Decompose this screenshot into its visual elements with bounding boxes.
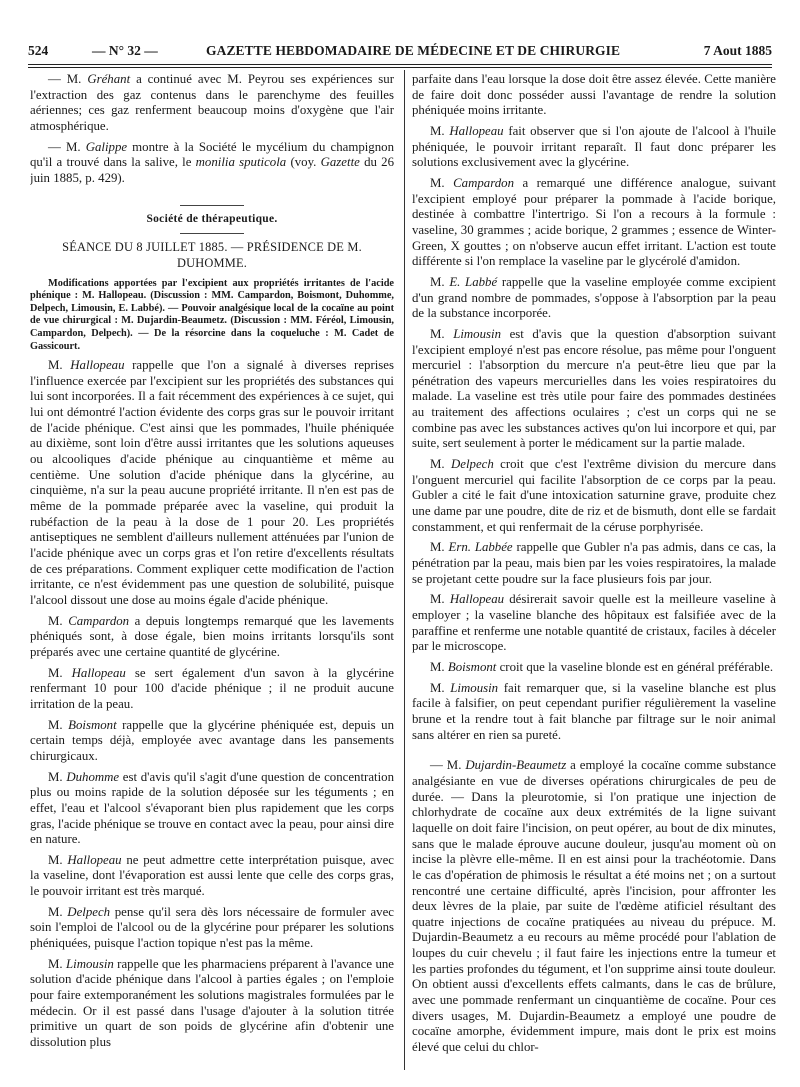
header-rule-top [28, 64, 772, 65]
speaker-name: Limousin [66, 956, 114, 971]
speaker-name: Gréhant [87, 72, 131, 86]
paragraph: — M. Dujardin-Beaumetz a employé la cocaïne comme substance analgésiante en vue de diverses opérations chirurgicales de peu de durée. — Dans la pleurotomie, si l'on pratique une injection de chlorhydrate de cocaïne aux deux extrémités de la ligne suivant laquelle on doit faire l'incision, on peut opérer, au bout de dix minutes, sans que le malade éprouve aucune douleur, jusqu'au moment où on incise la plèvre elle-même. Il en est ainsi pour la trachéotomie. Dans le cas d'opération de phimosis le résultat a été moins net ; on a surtout rencontré une certaine difficulté, après l'incision, pour affronter les deux lèvres de la plaie, par suite de l'œdème atificiel résultant des quatre injections de cocaïne pratiquées au niveau du prépuce. M. Dujardin-Beaumetz a eu recours au même procédé pour l'ablation de loupes du cuir chevelu ; il faut faire les injections entre la tumeur et les parties profondes du tégument, et l'on supprime ainsi toute douleur. On obtient aussi d'excellents effets calmants, dans le cas de brûlure, avec une pommade renfermant un cinquantième de cocaïne. Pour ces divers usages, M. Dujardin-Beaumetz a employé une poudre de cocaïne amorphe, évidemment impure, mais dont le prix est moins élevé que celui du chlor- [412, 758, 776, 1055]
paragraph: M. Delpech pense qu'il sera dès lors nécessaire de formuler avec soin l'emploi de l'alcool ou de la glycérine pour préparer les solutions phéniquées, puisque l'action topique n'est pas la même. [30, 904, 394, 951]
paragraph: M. Hallopeau se sert également d'un savon à la glycérine renfermant 10 pour 100 d'acide phénique ; il ne produit aucune irritation de la peau. [30, 665, 394, 711]
paragraph: M. E. Labbé rappelle que la vaseline employée comme excipient d'un grand nombre de pommades, s'oppose à l'absorption par la peau de la substance incorporée. [412, 274, 776, 321]
section-rule [180, 233, 244, 234]
issue-date: 7 Aout 1885 [703, 43, 772, 58]
speaker-name: E. Labbé [449, 274, 498, 289]
speaker-name: Hallopeau [449, 592, 505, 607]
speaker-name: Ern. Labbée [448, 540, 513, 555]
society-heading: Société de thérapeutique. [146, 212, 278, 225]
paragraph-gap [412, 748, 776, 758]
paragraph: M. Limousin rappelle que les pharmaciens préparent à l'avance une solution d'acide phénique dans l'alcool à parties égales ; on l'emploie pour faire extemporanément les solutions magistrales formulées par le médecin. Or il est passé dans l'usage d'ajouter à la solution titrée primitive un quart de son poids de glycérine afin d'obtenir une dissolution plus [30, 956, 394, 1050]
paragraph: M. Duhomme est d'avis qu'il s'agit d'une question de concentration plus ou moins rapide de la solution déposée sur les téguments ; en effet, l'eau et l'alcool s'évaporant bien plus rapidement que les corps gras, l'acide phénique se trouve en contact avec la peau, pour ainsi dire en nature. [30, 769, 394, 847]
speaker-name: Limousin [450, 680, 499, 695]
paragraph: M. Boismont croit que la vaseline blonde est en général préférable. [430, 659, 774, 674]
speaker-name: Hallopeau [70, 358, 125, 373]
speaker-name: Campardon [68, 613, 130, 628]
paragraph: M. Hallopeau fait observer que si l'on ajoute de l'alcool à l'huile phéniquée, le pouvoir irritant reparaît. Il faut donc préparer les solutions exclusivement avec la glycérine. [412, 123, 776, 170]
speaker-name: Delpech [450, 457, 494, 472]
paragraph: M. Ern. Labbée rappelle que Gubler n'a pas admis, dans ce cas, la pénétration par la peau, mais bien par les voies respiratoires, la malade se projetant cette poudre sur la face plusieurs fois par jour. [412, 540, 776, 586]
speaker-name: Boismont [68, 717, 117, 732]
paragraph: M. Limousin fait remarquer que, si la vaseline blanche est plus facile à falsifier, on peut cependant purifier régulièrement la vaseline brune et la rendre tout à fait blanche par filtrage sur le noir animal sans altérer en rien sa pureté. [412, 680, 776, 742]
paragraph: M. Campardon a remarqué une différence analogue, suivant l'excipient employé pour préparer la pommade à l'acide borique, destinée à combattre l'intertrigo. Si l'on a recours à la formule : vaseline, 30 grammes ; acide borique, 2 grammes ; essence de Winter-Green, X gouttes ; on n'observe aucun effet irritant. L'action est toute différente si l'on remplace la vaseline par le glycérolé d'amidon. [412, 175, 776, 269]
page-number: 524 [28, 43, 49, 58]
issue-number: — N° 32 — [92, 43, 158, 58]
speaker-name: Hallopeau [71, 665, 126, 680]
session-heading: SÉANCE DU 8 JUILLET 1885. — PRÉSIDENCE DE M. DUHOMME. [62, 240, 362, 270]
paragraph-galippe: — M. Galippe montre à la Société le mycélium du champignon qu'il a trouvé dans la salive, le monilia sputicola (voy. Gazette du 26 juin 1885, p. 429). [30, 139, 394, 185]
paragraph: M. Limousin est d'avis que la question d'absorption suivant l'excipient employé n'est pas encore résolue, pas même pour l'onguent mercuriel : l'absorption du mercure n'a peut-être lieu que par la pénétration des vapeurs mercurielles dans les voies respiratoires du malade. La vaseline est très utile pour faire des pommades destinées au traitement des affections oculaires ; c'est un corps qui ne se combine pas avec les substances actives qu'on lui incorpore et qui, par suite, sert seulement à porter le médicament sur la partie malade. [412, 326, 776, 451]
paragraph-grehant: — M. Gréhant a continué avec M. Peyrou ses expériences sur l'extraction des gaz contenus dans le parenchyme des feuilles aériennes; ces gaz renferment beaucoup moins d'oxygène que l'air atmosphérique. [30, 72, 394, 133]
journal-title: GAZETTE HEBDOMADAIRE DE MÉDECINE ET DE CHIRURGIE [206, 43, 621, 58]
section-rule [180, 205, 244, 206]
header-rule-bottom [28, 67, 772, 68]
paragraph: M. Campardon a depuis longtemps remarqué que les lavements phéniqués sont, à dose égale, bien moins irritants lorsqu'ils sont préparés avec une certaine quantité de glycérine. [30, 613, 394, 659]
speaker-name: Delpech [67, 904, 111, 919]
speaker-name: Campardon [453, 175, 514, 190]
speaker-name: Dujardin-Beaumetz [465, 758, 567, 773]
paragraph: M. Delpech croit que c'est l'extrême division du mercure dans l'onguent mercuriel qui facilite l'absorption de ce corps par la peau. Gubler a cité le fait d'une intoxication saturnine grave, produite chez une dame par une poudre, dite de riz et de bismuth, dont elle se fardait constamment, et qui renfermait de la céruse porphyrisée. [412, 457, 776, 534]
running-header [28, 40, 772, 62]
speaker-name: Galippe [85, 139, 128, 154]
speaker-name: Hallopeau [67, 852, 122, 867]
paragraph: M. Hallopeau rappelle que l'on a signalé à diverses reprises l'influence exercée par l'excipient sur les propriétés des substances qui lui sont incorporées. Il a fait récemment des expériences à ce sujet, qui lui ont démontré l'action évidente des corps gras sur le pouvoir irritant de l'acide phénique. C'est ainsi que les pommades, l'huile phéniquée au dixième, sont loin d'être aussi irritantes que les solutions aqueuses ou alcooliques d'acide phénique au cinquantième et même au centième. Une solution d'acide phénique dans la glycérine, au cinquième, n'a sur la peau aucune propriété irritante. Il n'en est pas de même de la pommade préparée avec la vaseline, qui produit la rubéfaction de la peau à la dose de 1 pour 20. Les propriétés antiseptiques ne semblent d'ailleurs nullement atténuées par l'union de l'acide phénique avec un corps gras et l'on retire d'excellents résultats de ces préparations. Comment expliquer cette modification de l'action irritante, ce n'est évidemment pas une question de solubilité, puisque l'alcool dissout une dose au moins égale d'acide phénique. [30, 358, 394, 607]
speaker-name: Duhomme [66, 769, 120, 784]
column-divider [404, 70, 405, 1070]
speaker-name: Limousin [453, 326, 502, 341]
speaker-name: Hallopeau [449, 123, 504, 138]
paragraph: M. Hallopeau désirerait savoir quelle est la meilleure vaseline à employer ; la vaseline blanche des hôpitaux est falsifiée avec de la paraffine et renferme une notable quantité de cristaux, faciles à déceler par le microscope. [412, 592, 776, 654]
left-column [30, 72, 394, 1062]
right-column [412, 72, 776, 1062]
paragraph-continuation: parfaite dans l'eau lorsque la dose doit être assez élevée. Cette manière de faire doit donc posséder aussi l'avantage de rendre la solution phéniquée moins irritante. [412, 72, 776, 118]
paragraph: M. Boismont rappelle que la glycérine phéniquée est, depuis un certain temps déjà, employée avec avantage dans les pansements chirurgicaux. [30, 717, 394, 763]
session-summary: Modifications apportées par l'excipient aux propriétés irritantes de l'acide phénique : M. Hallopeau. (Discussion : MM. Campardon, Boismont, Duhomme, Delpech, Limousin, E. Labbé). — Pouvoir analgésique local de la cocaïne au point de vue chirurgical : M. Dujardin-Beaumetz. (Discussion : MM. Féréol, Limousin, Campardon, Delpech). — De la résorcine dans la coqueluche : M. Cadet de Gassicourt. [30, 277, 394, 352]
speaker-name: Boismont [447, 659, 497, 674]
paragraph: M. Hallopeau ne peut admettre cette interprétation puisque, avec la vaseline, dont l'évaporation est aussi lente que celle des corps gras, le pouvoir irritant est très marqué. [30, 852, 394, 899]
